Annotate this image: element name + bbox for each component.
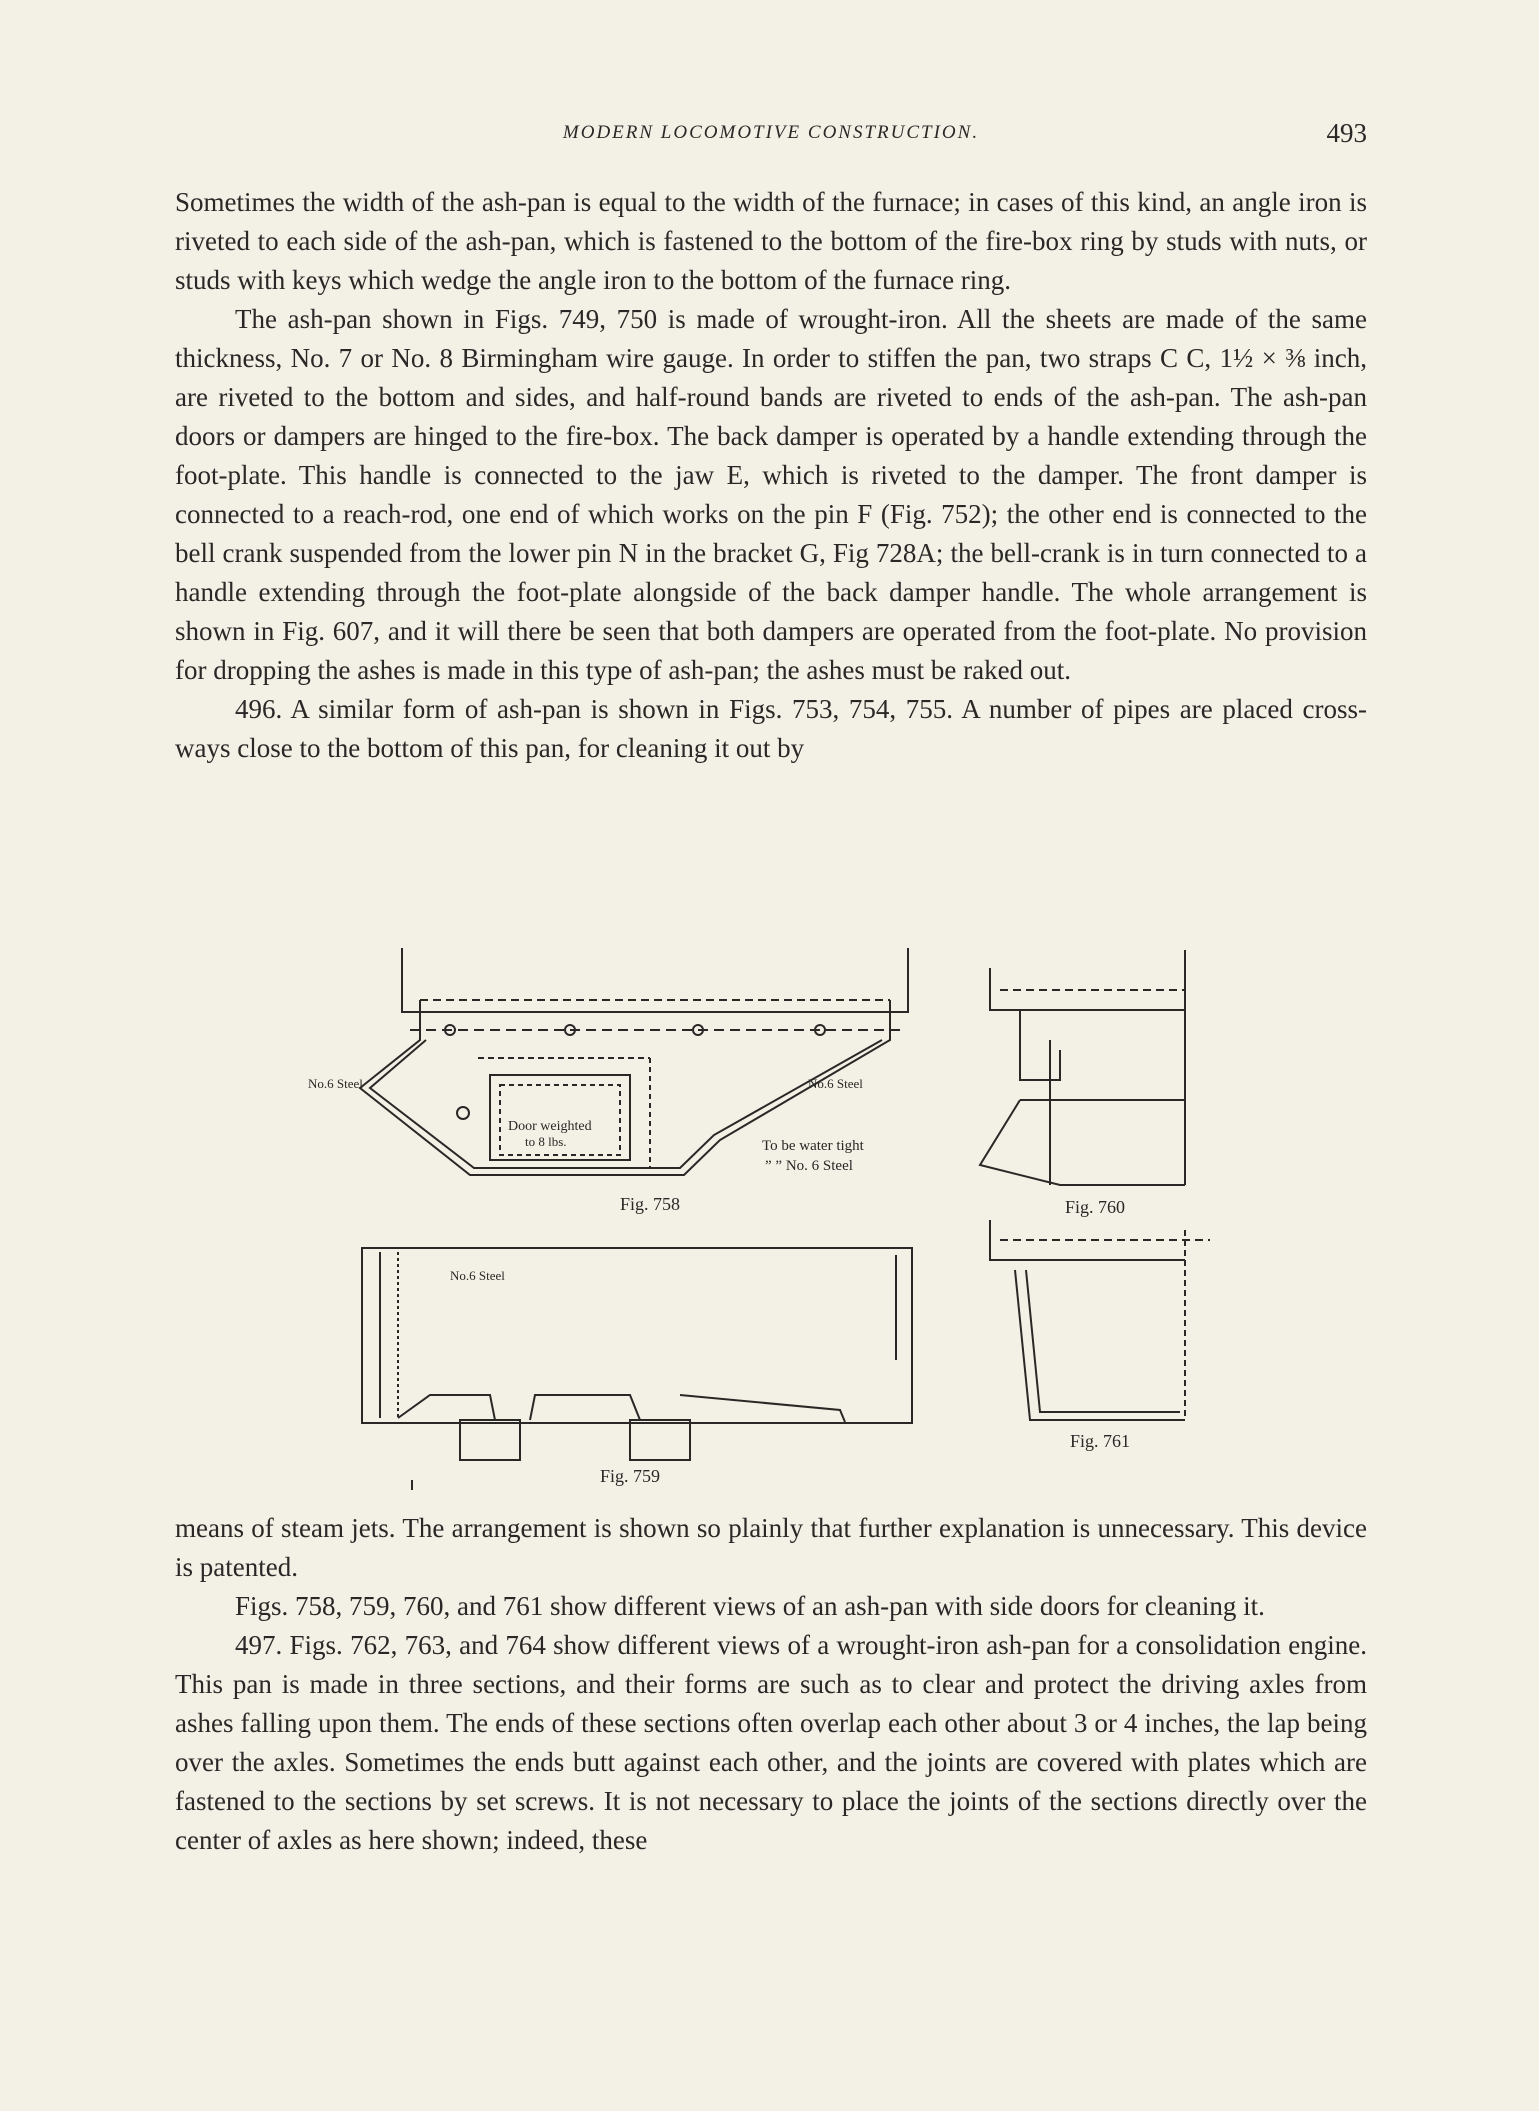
text-block-top	[175, 183, 1367, 768]
fig760-caption: Fig. 760	[1065, 1197, 1126, 1217]
fig-759-drawing	[362, 1248, 912, 1490]
ash-pan-figures	[300, 940, 1245, 1490]
fig758-caption: Fig. 758	[620, 1194, 681, 1214]
paragraph: 496. A similar form of ash-pan is shown in Figs. 753, 754, 755. A number of pipes are placed cross-ways close to the bottom of this pan, for cleaning it out by	[175, 694, 1367, 763]
text-block-bottom	[175, 1509, 1367, 1860]
figure-labels	[308, 1076, 1130, 1486]
page-header	[175, 118, 1367, 154]
fig761-caption: Fig. 761	[1070, 1431, 1131, 1451]
paragraph: Figs. 758, 759, 760, and 761 show different views of an ash-pan with side doors for cleaning it.	[235, 1591, 1265, 1621]
fig758-water-label-2: ” ” No. 6 Steel	[765, 1158, 853, 1174]
fig-761-drawing	[990, 1220, 1210, 1420]
fig758-right-steel-label: No.6 Steel	[808, 1076, 863, 1091]
fig758-water-label-1: To be water tight	[762, 1138, 864, 1154]
fig759-caption: Fig. 759	[600, 1466, 661, 1486]
paragraph: means of steam jets. The arrangement is shown so plainly that further explanation is unnecessary. This device is patented.	[175, 1513, 1367, 1582]
ash-pan-drawings	[300, 940, 1245, 1490]
paragraph: Sometimes the width of the ash-pan is equal to the width of the furnace; in cases of this kind, an angle iron is riveted to each side of the ash-pan, which is fastened to the bottom of the fire-box ring by studs with nuts, or studs with keys which wedge the angle iron to the bottom of the furnace ring.	[175, 187, 1367, 295]
page-number: 493	[1326, 118, 1367, 148]
fig758-door-label-1: Door weighted	[508, 1119, 592, 1134]
paragraph: The ash-pan shown in Figs. 749, 750 is made of wrought-iron. All the sheets are made of the same thickness, No. 7 or No. 8 Birmingham wire gauge. In order to stiffen the pan, two straps C C, 1½ × ⅜ inch, are riveted to the bottom and sides, and half-round bands are riveted to ends of the ash-pan. The ash-pan doors or dampers are hinged to the fire-box. The back damper is operated by a handle extending through the foot-plate. This handle is connected to the jaw E, which is riveted to the damper. The front damper is connected to a reach-rod, one end of which works on the pin F (Fig. 752); the other end is connected to the bell crank suspended from the lower pin N in the bracket G, Fig 728A; the bell-crank is in turn connected to a handle extending through the foot-plate alongside of the back damper handle. The whole arrangement is shown in Fig. 607, and it will there be seen that both dampers are operated from the foot-plate. No provision for dropping the ashes is made in this type of ash-pan; the ashes must be raked out.	[175, 304, 1367, 685]
running-title: MODERN LOCOMOTIVE CONSTRUCTION.	[562, 122, 980, 143]
fig758-door-label-2: to 8 lbs.	[525, 1134, 567, 1149]
fig758-left-steel-label: No.6 Steel	[308, 1076, 363, 1091]
paragraph: 497. Figs. 762, 763, and 764 show different views of a wrought-iron ash-pan for a consolidation engine. This pan is made in three sections, and their forms are such as to clear and protect the driving axles from ashes falling upon them. The ends of these sections often overlap each other about 3 or 4 inches, the lap being over the axles. Sometimes the ends butt against each other, and the joints are covered with plates which are fastened to the sections by set screws. It is not necessary to place the joints of the sections directly over the center of axles as here shown; indeed, these	[175, 1630, 1367, 1855]
fig759-steel-label: No.6 Steel	[450, 1268, 505, 1283]
fig-760-drawing	[980, 950, 1185, 1185]
